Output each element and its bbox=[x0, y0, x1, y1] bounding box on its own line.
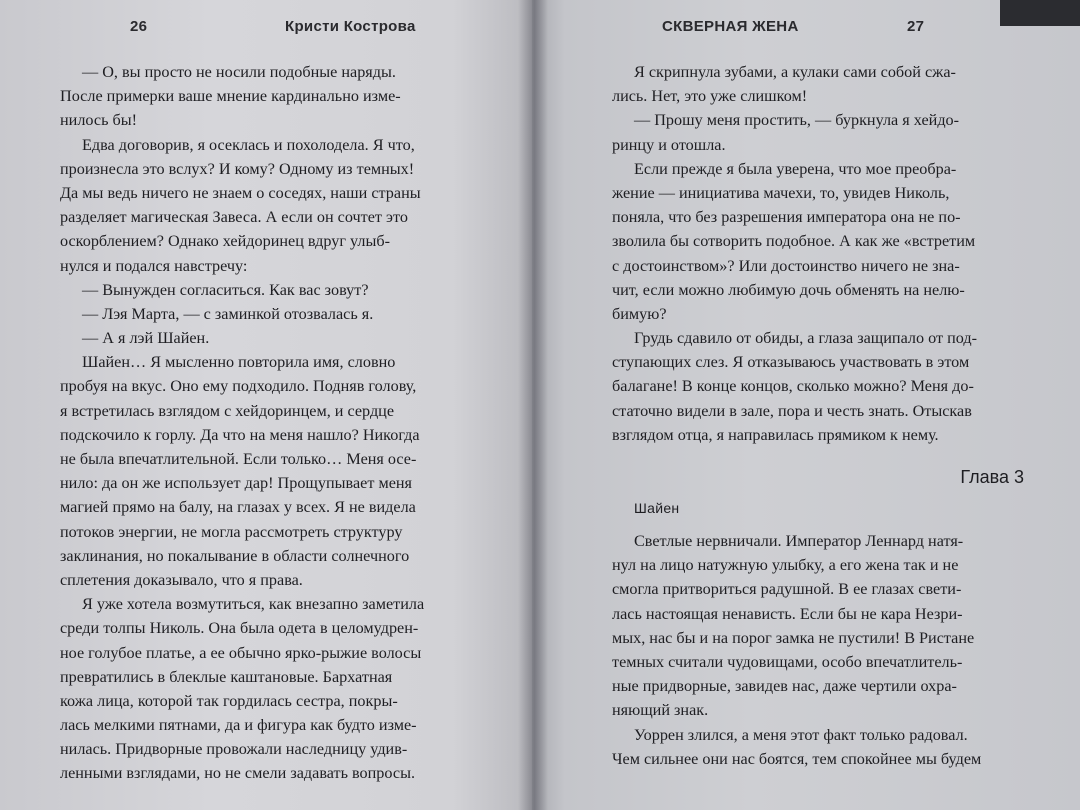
text-line: превратились в блеклые каштановые. Бархатная bbox=[60, 667, 393, 686]
text-line: жение — инициатива мачехи, то, увидев Николь, bbox=[612, 183, 950, 202]
running-head-title: СКВЕРНАЯ ЖЕНА bbox=[662, 18, 799, 35]
text-line: кожа лица, которой так гордилась сестра, покры- bbox=[60, 691, 398, 710]
text-line: ринцу и отошла. bbox=[612, 135, 726, 154]
text-line: подскочило к горлу. Да что на меня нашло? Никогда bbox=[60, 425, 420, 444]
text-line: ленными взглядами, но не смели задавать вопросы. bbox=[60, 764, 416, 783]
text-line: нило: да он же использует дар! Прощупывает меня bbox=[60, 474, 412, 493]
text-line: — О, вы просто не носили подобные наряды. bbox=[82, 63, 396, 81]
text-line: нилось бы! bbox=[60, 111, 138, 130]
text-line: пробуя на вкус. Оно ему подходило. Подняв голову, bbox=[60, 377, 417, 396]
text-line: Чем сильнее они нас боятся, тем спокойнее мы будем bbox=[612, 749, 982, 768]
text-line: чит, если можно любимую дочь обменять на нелю- bbox=[612, 280, 965, 299]
text-line: мых, нас бы и на порог замка не пустили! В Ристане bbox=[612, 628, 975, 647]
text-line: магией прямо на балу, на глазах у всех. Я не видела bbox=[60, 498, 416, 517]
text-line: с достоинством»? Или достоинство ничего не зна- bbox=[612, 256, 960, 275]
text-line: — Прошу меня простить, — буркнула я хейдо- bbox=[634, 111, 960, 130]
text-line: среди толпы Николь. Она была одета в целомудрен- bbox=[60, 619, 419, 638]
text-line: балагане! В конце концов, сколько можно? Меня до- bbox=[612, 377, 974, 396]
text-line: ные придворные, завидев нас, даже чертили охра- bbox=[612, 677, 957, 696]
text-line: — А я лэй Шайен. bbox=[82, 329, 210, 348]
text-line: Шайен… Я мысленно повторила имя, словно bbox=[82, 353, 396, 372]
text-line: После примерки ваше мнение кардинально изме- bbox=[60, 87, 401, 106]
background-corner bbox=[1000, 0, 1080, 26]
text-line: произнесла это вслух? И кому? Одному из темных! bbox=[60, 159, 415, 178]
text-line: Да мы ведь ничего не знаем о соседях, наши страны bbox=[60, 183, 421, 202]
text-line: Едва договорив, я осеклась и похолодела. Я что, bbox=[82, 135, 415, 154]
text-line: лась настоящая ненависть. Если бы не кара Незри- bbox=[612, 604, 963, 623]
page-number-left: 26 bbox=[130, 18, 148, 35]
book-gutter bbox=[518, 0, 548, 810]
text-line: смогла притвориться радушной. В ее глазах свети- bbox=[612, 580, 962, 599]
left-page-text bbox=[60, 60, 472, 786]
text-line: оскорблением? Однако хейдоринец вдруг улыб- bbox=[60, 232, 391, 251]
text-line: бимую? bbox=[612, 304, 667, 323]
chapter-heading: Глава 3 bbox=[960, 467, 1024, 487]
text-line: ступающих слез. Я отказываюсь участвовать в этом bbox=[612, 353, 970, 372]
text-line: статочно видели в зале, пора и честь знать. Отыскав bbox=[612, 401, 972, 420]
text-line: — Вынужден согласиться. Как вас зовут? bbox=[82, 280, 369, 299]
text-line: няющий знак. bbox=[612, 701, 709, 720]
text-line: лись. Нет, это уже слишком! bbox=[612, 87, 808, 106]
text-line: разделяет магическая Завеса. А если он сочтет это bbox=[60, 208, 408, 227]
text-line: потоков энергии, не могла рассмотреть структуру bbox=[60, 522, 403, 541]
text-line: нулся и подался навстречу: bbox=[60, 256, 248, 275]
text-line: не была впечатлительной. Если только… Меня осе- bbox=[60, 450, 417, 468]
text-line: ное голубое платье, а ее обычно ярко-рыжие волосы bbox=[60, 643, 422, 662]
text-line: взглядом отца, я направилась прямиком к нему. bbox=[612, 425, 939, 444]
right-page bbox=[532, 0, 1080, 810]
left-page bbox=[0, 0, 532, 810]
text-line: лась мелкими пятнами, да и фигура как будто изме- bbox=[60, 716, 417, 735]
text-line: поняла, что без разрешения императора она не по- bbox=[612, 208, 961, 227]
section-heading: Шайен bbox=[634, 500, 680, 516]
page-number-right: 27 bbox=[907, 18, 925, 35]
right-page-text bbox=[612, 60, 1024, 771]
text-line: нул на лицо натужную улыбку, а его жена так и не bbox=[612, 556, 959, 575]
text-line: заклинания, но покалывание в области солнечного bbox=[60, 546, 410, 565]
text-line: зволила бы сотворить подобное. А как же «встретим bbox=[612, 232, 976, 251]
text-line: Я скрипнула зубами, а кулаки сами собой сжа- bbox=[634, 63, 956, 81]
text-line: Я уже хотела возмутиться, как внезапно заметила bbox=[82, 595, 425, 614]
text-line: темных считали чудовищами, особо впечатлитель- bbox=[612, 652, 963, 671]
text-line: — Лэя Марта, — с заминкой отозвалась я. bbox=[82, 304, 374, 323]
text-line: нилась. Придворные провожали наследницу удив- bbox=[60, 740, 408, 759]
text-line: Если прежде я была уверена, что мое преобра- bbox=[634, 159, 957, 178]
text-line: сплетения доказывало, что я права. bbox=[60, 570, 303, 589]
text-line: я встретилась взглядом с хейдоринцем, и сердце bbox=[60, 401, 395, 420]
text-line: Светлые нервничали. Император Леннард натя- bbox=[634, 532, 964, 550]
text-line: Грудь сдавило от обиды, а глаза защипало от под- bbox=[634, 329, 978, 348]
running-head-author: Кристи Кострова bbox=[285, 18, 416, 35]
text-line: Уоррен злился, а меня этот факт только радовал. bbox=[634, 725, 968, 744]
